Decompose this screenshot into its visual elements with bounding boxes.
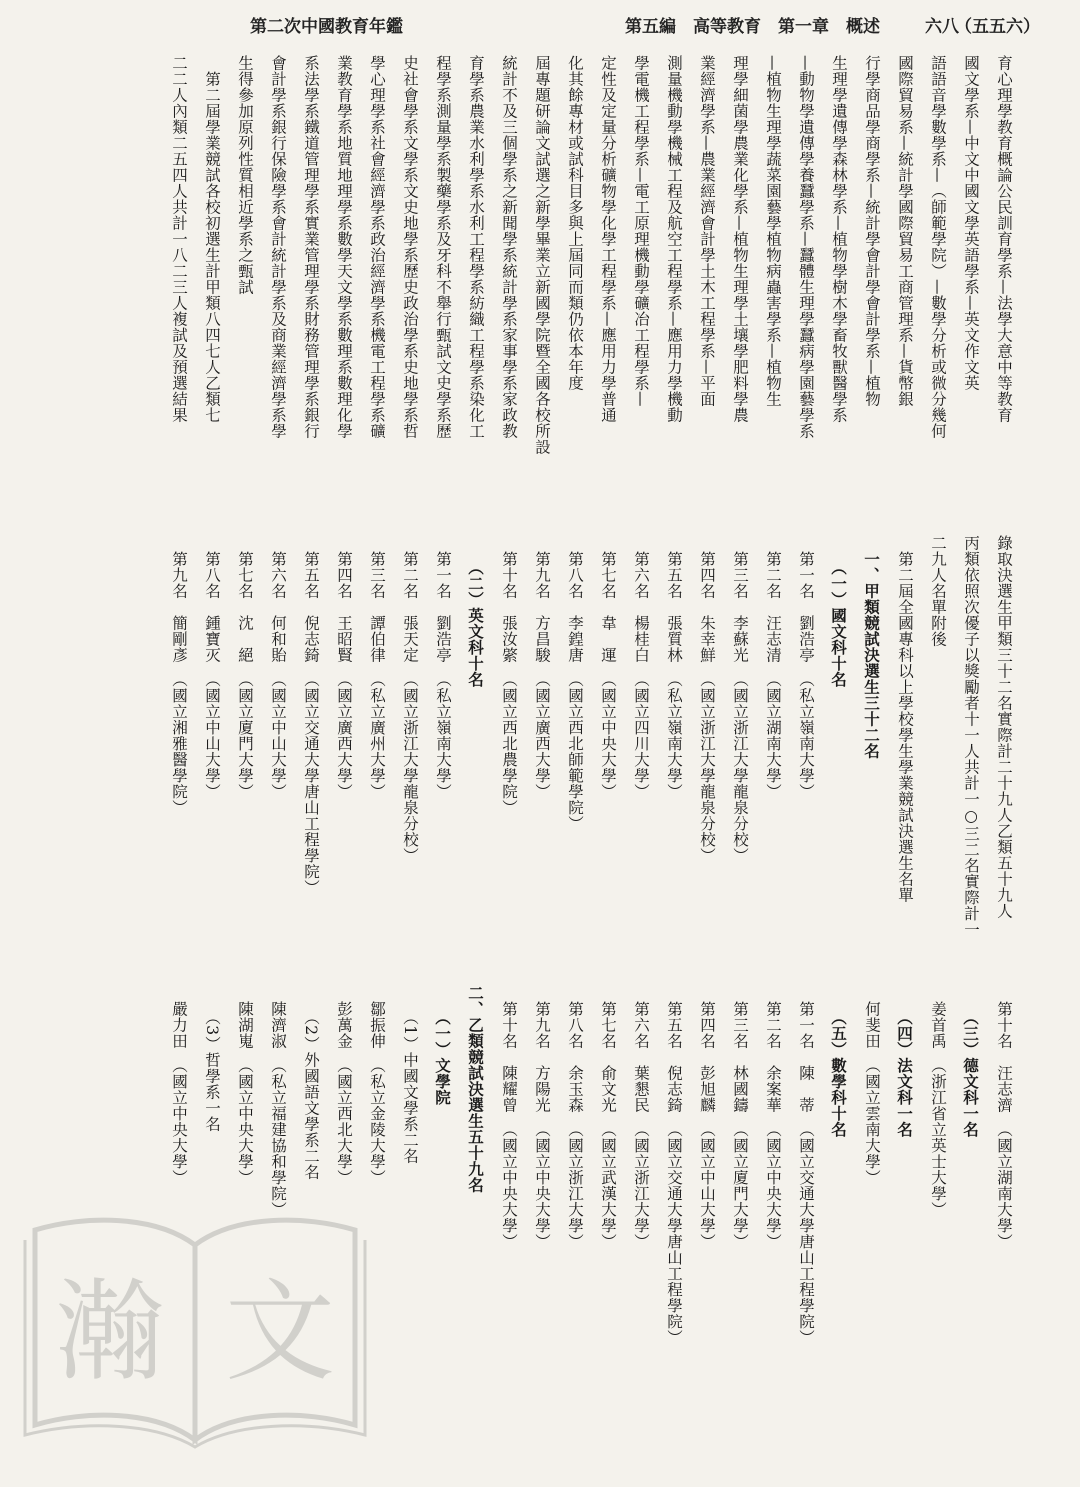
text-line: （2）外國語文學系二名	[302, 985, 320, 1180]
book-title: 第二次中國教育年鑑	[250, 17, 403, 37]
text-line: 鄒振伸 （私立金陵大學）	[368, 985, 386, 1186]
text-line: （3）哲學系一名	[203, 985, 221, 1132]
text-line: 第十名 陳耀曾 （國立中央大學）	[500, 985, 518, 1250]
text-line: 第八名 余玉森 （國立浙江大學）	[566, 985, 584, 1250]
text-line: 第六名 葉懇民 （國立浙江大學）	[632, 985, 650, 1250]
text-line: 第十名 汪志濟 （國立湖南大學）	[995, 985, 1013, 1250]
text-line: 程學系測量學系製藥學系及牙科不舉行甄試文史學系歷	[434, 55, 452, 439]
text-line: 第四名 彭旭麟 （國立中山大學）	[698, 985, 716, 1250]
text-line: 生理學遺傳學森林學系—植物學樹木學畜牧獸醫學系	[830, 55, 848, 423]
watermark-char-1: 瀚	[55, 1268, 165, 1396]
text-line: 史社會學系文學系文史地學系歷史政治學系史地學系哲	[401, 55, 419, 439]
text-line: —植物生理學蔬菜園藝學植物病蟲害學系—植物生	[764, 55, 782, 407]
page-header	[40, 12, 1040, 42]
text-line: 第二名 張天定 （國立浙江大學龍泉分校）	[401, 535, 419, 864]
text-line: 嚴力田 （國立中央大學）	[170, 985, 188, 1186]
text-line: 二二人內類二五四人共計一八二三人複試及預選結果	[170, 55, 188, 423]
text-line: 第三名 林國鑄 （國立廈門大學）	[731, 985, 749, 1250]
text-line: 語語音學數學系—（師範學院）—數學分析或微分幾何	[929, 55, 947, 439]
text-line: 第一名 劉浩亭 （私立嶺南大學）	[434, 535, 452, 800]
text-line: 第五名 張質林 （私立嶺南大學）	[665, 535, 683, 800]
text-line: 系法學系鐵道管理學系實業管理學系財務管理學系銀行	[302, 55, 320, 439]
text-line: 陳湖嵬 （國立中央大學）	[236, 985, 254, 1186]
text-line: 學電機工程學系—電工原理機動學礦冶工程學系—	[632, 55, 650, 407]
text-line: 第二名 汪志清 （國立湖南大學）	[764, 535, 782, 800]
text-line: 第二屆全國專科以上學校學生學業競試決選生名單	[896, 535, 914, 903]
text-line: 第九名 簡剛彥 （國立湘雅醫學院）	[170, 535, 188, 816]
page-number-alt: （五五六）	[955, 17, 1040, 37]
text-line: 一、甲類競試決選生三十二名	[862, 535, 881, 759]
text-line: 定性及定量分析礦物學化學工程學系—應用力學普通	[599, 55, 617, 423]
watermark-char-2: 文	[225, 1268, 335, 1396]
text-line: 行學商品學商學系—統計學會計學會計學系—植物	[863, 55, 881, 407]
text-line: （一）文學院	[433, 985, 452, 1106]
text-line: （一）國文科十名	[829, 535, 848, 688]
text-line: 第六名 何和貽 （國立中山大學）	[269, 535, 287, 800]
text-line: 第四名 朱幸鮮 （國立浙江大學龍泉分校）	[698, 535, 716, 864]
text-line: 生得參加原列性質相近學系之甄試	[236, 55, 254, 295]
text-block-top	[40, 55, 1020, 525]
text-line: 第二屆學業競試各校初選生計甲類八四七人乙類七	[203, 55, 221, 423]
text-line: 第二名 余案華 （國立中央大學）	[764, 985, 782, 1250]
text-line: 第十名 張汝綮 （國立西北農學院）	[500, 535, 518, 816]
text-line: 姜首禹 （浙江省立英士大學）	[929, 985, 947, 1218]
text-line: 何斐田 （國立雲南大學）	[863, 985, 881, 1186]
text-line: （1）中國文學系二名	[401, 985, 419, 1164]
text-line: 業教育學系地質地理學系數學天文學系數理系數理化學	[335, 55, 353, 439]
text-line: 二九人名單附後	[929, 535, 947, 647]
text-line: 國際貿易系—統計學國際貿易工商管理系—貨幣銀	[896, 55, 914, 407]
text-line: —動物學遺傳學養蠶學系—蠶體生理學蠶病學園藝學系	[797, 55, 815, 439]
text-line: 屆專題研論文試選之新學畢業立新國學院暨全國各校所設	[533, 55, 551, 455]
text-line: （二）英文科十名	[466, 535, 485, 688]
text-line: （三）德文科一名	[961, 985, 980, 1138]
text-line: 錄取決選生甲類三十二名實際計二十九人乙類五十九人	[995, 535, 1013, 919]
text-line: 第三名 譚伯律 （私立廣州大學）	[368, 535, 386, 800]
text-block-middle	[40, 535, 1020, 965]
text-line: 第七名 韋 運 （國立中央大學）	[599, 535, 617, 800]
text-line: 第三名 李蘇光 （國立浙江大學龍泉分校）	[731, 535, 749, 864]
book-watermark-logo	[5, 1185, 385, 1455]
text-line: 第四名 王昭賢 （國立廣西大學）	[335, 535, 353, 800]
text-line: 第五名 倪志錡 （國立交通大學唐山工程學院）	[302, 535, 320, 896]
text-line: （五）數學科十名	[829, 985, 848, 1138]
text-line: 理學細菌學農業化學系—植物生理學土壤學肥料學農	[731, 55, 749, 423]
text-line: 統計不及三個學系之新聞學系統計學系家事學系家政教	[500, 55, 518, 439]
text-line: 測量機動學機械工程及航空工程學系—應用力學機動	[665, 55, 683, 423]
text-line: 第八名 李鍠唐 （國立西北師範學院）	[566, 535, 584, 832]
text-line: （四）法文科一名	[895, 985, 914, 1138]
text-line: 第一名 劉浩亭 （私立嶺南大學）	[797, 535, 815, 800]
text-line: 學心理學系社會經濟學系政治經濟學系機電工程學系礦	[368, 55, 386, 439]
text-line: 二、乙類競試決選生五十九名	[466, 985, 485, 1193]
page-number: 六八	[925, 17, 959, 37]
text-line: 育心理學教育概論公民訓育學系—法學大意中等教育	[995, 55, 1013, 423]
chapter-title: 第五編 高等教育 第一章 概述	[625, 17, 880, 37]
text-line: 第六名 楊桂白 （國立四川大學）	[632, 535, 650, 800]
text-line: 丙類依照次優子以獎勵者十一人共計一○三二名實際計一	[962, 535, 980, 938]
text-line: 育學系農業水利學系水利工程學系紡織工程學系染化工	[467, 55, 485, 439]
text-line: 國文學系—中文中國文學英語學系—英文作文英	[962, 55, 980, 391]
text-line: 第八名 鍾寶灭 （國立中山大學）	[203, 535, 221, 800]
text-line: 第七名 沈 絕 （國立廈門大學）	[236, 535, 254, 800]
text-line: 第七名 俞文光 （國立武漢大學）	[599, 985, 617, 1250]
text-line: 第九名 方昌駿 （國立廣西大學）	[533, 535, 551, 800]
text-line: 第九名 方陽光 （國立中央大學）	[533, 985, 551, 1250]
text-line: 會計學系銀行保險學系會計統計學系及商業經濟學系學	[269, 55, 287, 439]
text-line: 第一名 陳 蒂 （國立交通大學唐山工程學院）	[797, 985, 815, 1346]
text-line: 彭萬金 （國立西北大學）	[335, 985, 353, 1186]
text-line: 業經濟學系—農業經濟會計學土木工程學系—平面	[698, 55, 716, 407]
text-line: 陳濟淑 （私立福建協和學院）	[269, 985, 287, 1218]
text-line: 第五名 倪志錡 （國立交通大學唐山工程學院）	[665, 985, 683, 1346]
text-line: 化其餘專材或試科目多與上屆同而類仍依本年度	[566, 55, 584, 391]
